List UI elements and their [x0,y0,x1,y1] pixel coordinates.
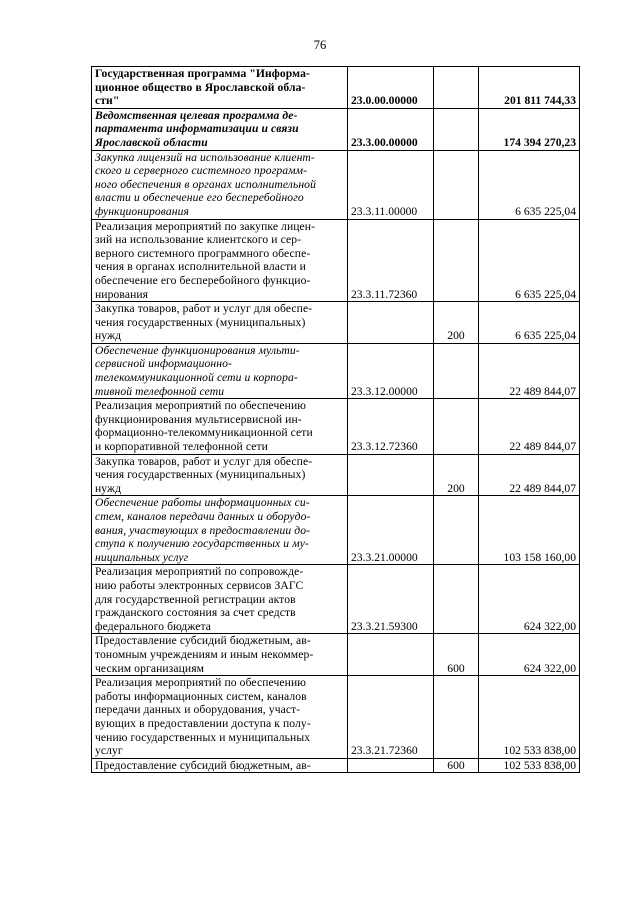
row-name-text: Предоставление субсидий бюджетным, ав- тономным учреждениям и иным некоммер- ческим организациям [95,634,314,675]
row-name-cell [92,302,348,344]
table-row [92,67,580,109]
row-sum-text: 201 811 744,33 [504,94,576,108]
row-name-cell [92,634,348,676]
row-sum-text: 22 489 844,07 [509,481,576,495]
row-name-cell [92,343,348,398]
table-row [92,108,580,150]
row-expense-type-cell [434,67,479,109]
row-sum-cell [479,343,580,398]
row-code-cell [348,150,434,219]
row-code-cell [348,758,434,773]
row-expense-type-cell [434,758,479,773]
row-sum-text: 6 635 225,04 [515,329,576,343]
row-sum-text: 6 635 225,04 [515,287,576,301]
row-expense-type-cell [434,108,479,150]
row-code-cell [348,67,434,109]
row-code-text: 23.3.21.59300 [351,619,418,633]
row-sum-cell [479,302,580,344]
row-name-text: Обеспечение функционирования мульти- сервисной информационно- телекоммуникационной сети и корпора- тивной телефонной сети [95,343,300,398]
row-name-cell [92,219,348,302]
row-expense-type-cell [434,150,479,219]
row-expense-type-text: 600 [447,661,465,675]
row-code-text: 23.3.11.72360 [351,287,418,301]
row-name-text: Реализация мероприятий по закупке лицен- зий на использование клиентского и сер- верного системного программного обеспе- чения в органах исполнительной власти и обеспечение его бесперебойного функцио- нирования [95,219,316,301]
row-code-text: 23.3.00.00000 [351,135,418,149]
page-number: 76 [313,38,327,52]
row-sum-cell [479,634,580,676]
row-expense-type-cell [434,219,479,302]
row-name-cell [92,758,348,773]
budget-table [91,66,580,773]
row-expense-type-cell [434,634,479,676]
table-row [92,399,580,454]
row-expense-type-cell [434,399,479,454]
row-name-cell [92,67,348,109]
table-row [92,150,580,219]
row-code-text: 23.0.00.00000 [351,94,418,108]
row-sum-cell [479,67,580,109]
table-row [92,454,580,496]
row-code-cell [348,219,434,302]
table-row [92,758,580,773]
row-sum-cell [479,496,580,565]
row-expense-type-cell [434,454,479,496]
row-code-cell [348,302,434,344]
row-expense-type-text: 200 [447,481,465,495]
row-name-text: Государственная программа "Информа- ционное общество в Ярославской обла- сти" [95,67,310,108]
row-name-cell [92,108,348,150]
row-sum-cell [479,565,580,634]
row-code-text: 23.3.21.72360 [351,744,418,758]
row-expense-type-cell [434,565,479,634]
row-sum-text: 6 635 225,04 [515,204,576,218]
row-name-text: Обеспечение работы информационных си- стем, каналов передачи данных и оборудо- вания, участвующих в предоставлении до- ступа к получению государственных и му- ниципальных услуг [95,496,311,564]
row-code-cell [348,399,434,454]
row-name-cell [92,496,348,565]
row-expense-type-cell [434,343,479,398]
row-sum-cell [479,108,580,150]
row-sum-text: 102 533 838,00 [503,744,576,758]
row-name-text: Закупка лицензий на использование клиент- ского и серверного системного программ- ного обеспечения в органах исполнительной власти и обеспечение его бесперебойного функционирования [95,150,316,218]
row-sum-text: 22 489 844,07 [509,384,576,398]
row-sum-text: 624 322,00 [523,661,576,675]
row-name-cell [92,454,348,496]
table-row [92,565,580,634]
row-name-cell [92,676,348,759]
row-name-cell [92,150,348,219]
row-code-text: 23.3.21.00000 [351,550,418,564]
row-code-cell [348,676,434,759]
row-code-cell [348,343,434,398]
row-code-text: 23.3.12.72360 [351,440,418,454]
row-name-text: Закупка товаров, работ и услуг для обеспе- чения государственных (муниципальных) нужд [95,454,313,495]
row-name-text: Ведомственная целевая программа де- партамента информатизации и связи Ярославской области [95,108,299,149]
row-sum-cell [479,150,580,219]
table-row [92,219,580,302]
row-expense-type-cell [434,302,479,344]
row-name-text: Реализация мероприятий по сопровожде- нию работы электронных сервисов ЗАГС для государственной регистрации актов гражданского состояния за счет средств федерального бюджета [95,565,304,633]
table-row [92,302,580,344]
row-name-cell [92,565,348,634]
row-code-cell [348,108,434,150]
table-row [92,676,580,759]
row-code-text: 23.3.11.00000 [351,204,418,218]
table-row [92,634,580,676]
row-sum-cell [479,758,580,773]
row-sum-cell [479,399,580,454]
row-name-text: Реализация мероприятий по обеспечению работы информационных систем, каналов передачи данных и оборудования, участ- вующих в предоставлении доступа к полу- чению государственных и муниципальных услуг [95,676,311,758]
row-sum-cell [479,676,580,759]
row-sum-text: 22 489 844,07 [509,440,576,454]
row-code-text: 23.3.12.00000 [351,384,418,398]
row-sum-text: 103 158 160,00 [503,550,576,564]
row-sum-cell [479,454,580,496]
row-code-cell [348,496,434,565]
row-code-cell [348,634,434,676]
row-sum-cell [479,219,580,302]
row-expense-type-cell [434,676,479,759]
row-code-cell [348,454,434,496]
row-code-cell [348,565,434,634]
row-expense-type-text: 200 [447,329,465,343]
table-row [92,496,580,565]
budget-table-body [92,67,580,773]
row-expense-type-text: 600 [447,758,465,772]
row-sum-text: 174 394 270,23 [503,135,576,149]
row-name-text: Закупка товаров, работ и услуг для обеспе- чения государственных (муниципальных) нужд [95,302,313,343]
row-sum-text: 624 322,00 [523,619,576,633]
table-row [92,343,580,398]
row-expense-type-cell [434,496,479,565]
row-name-cell [92,399,348,454]
row-sum-text: 102 533 838,00 [503,758,576,772]
row-name-text: Реализация мероприятий по обеспечению функционирования мультисервисной ин- формационно-телекоммуникационной сети и корпоративной телефонной сети [95,399,313,454]
row-name-text: Предоставление субсидий бюджетным, ав- [95,758,311,772]
